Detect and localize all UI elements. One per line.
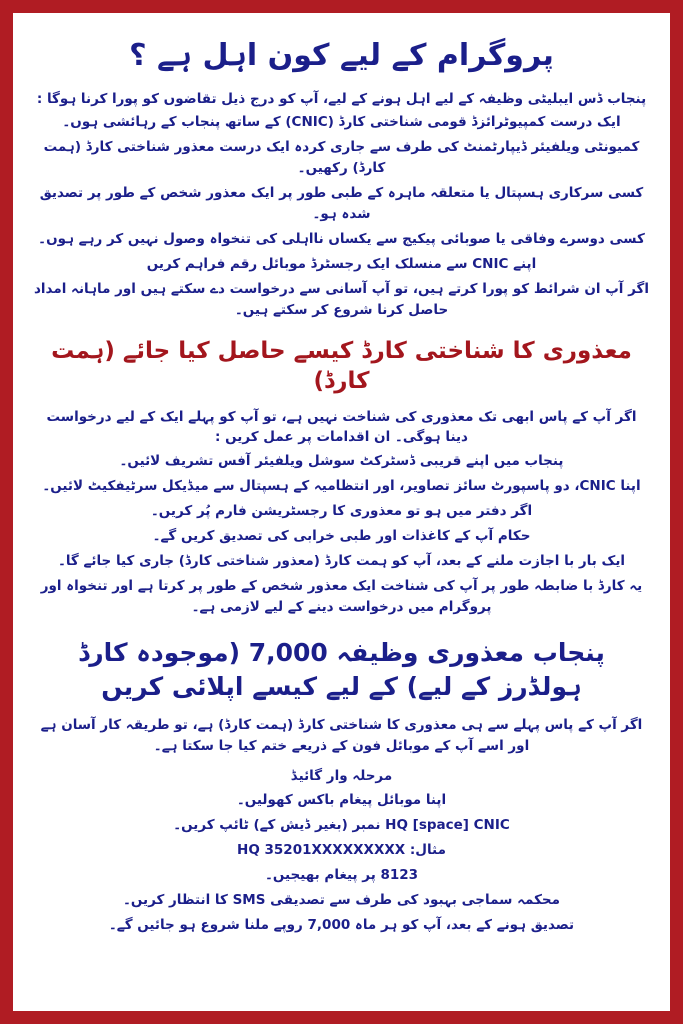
howto-item: پنجاب میں اپنے قریبی ڈسٹرکٹ سوشل ویلفیئر آفس تشریف لائیں۔ xyxy=(119,453,564,470)
apply-steps-label: مرحلہ وار گائیڈ xyxy=(290,768,393,785)
page-title: پروگرام کے لیے کون اہل ہے ؟ xyxy=(129,38,554,73)
apply-intro: اگر آپ کے پاس پہلے سے ہی معذوری کا شناختی کارڈ (ہمت کارڈ) ہے، تو طریقہ کار آسان ہے اور اسے آپ کے موبائل فون کے ذریعے ختم کیا جا سکتا ہے۔ xyxy=(40,717,643,755)
howto-list xyxy=(33,451,650,617)
eligibility-item: اگر آپ ان شرائط کو پورا کرتے ہیں، تو آپ آسانی سے درخواست دے سکتے ہیں اور ماہانہ امداد حاصل کرنا شروع کر سکتے ہیں۔ xyxy=(34,280,649,318)
apply-steps-list xyxy=(33,790,650,936)
apply-step: تصدیق ہونے کے بعد، آپ کو ہر ماہ 7,000 روپے ملنا شروع ہو جائیں گے۔ xyxy=(108,916,575,933)
howto-intro: اگر آپ کے پاس ابھی تک معذوری کی شناخت نہیں ہے، تو آپ کو پہلے ایک کے لیے درخواست دینا ہوگی۔ ان اقدامات پر عمل کریں : xyxy=(46,408,637,446)
apply-step: اپنا موبائل پیغام باکس کھولیں۔ xyxy=(236,792,447,809)
howto-item: اپنا CNIC، دو پاسپورٹ سائز تصاویر، اور انتظامیہ کے ہسپتال سے میڈیکل سرٹیفکیٹ لائیں۔ xyxy=(42,478,641,495)
apply-step: مثال: HQ 35201XXXXXXXXX xyxy=(237,841,446,858)
howto-heading: معذوری کا شناختی کارڈ کیسے حاصل کیا جائے (ہمت کارڈ) xyxy=(51,337,632,394)
howto-item: اگر دفتر میں ہو تو معذوری کا رجسٹریشن فارم پُر کریں۔ xyxy=(150,503,533,520)
apply-heading: پنجاب معذوری وظیفہ 7,000 (موجودہ کارڈ ہولڈرز کے لیے) کے لیے کیسے اپلائی کریں xyxy=(78,637,605,701)
eligibility-item: ایک درست کمپیوٹرائزڈ قومی شناختی کارڈ (CNIC) کے ساتھ پنجاب کے رہائشی ہوں۔ xyxy=(62,114,621,131)
howto-item: حکام آپ کے کاغذات اور طبی خرابی کی تصدیق کریں گے۔ xyxy=(152,528,531,545)
apply-step: 8123 پر پیغام بھیجیں۔ xyxy=(264,866,419,883)
apply-step: HQ [space] CNIC نمبر (بغیر ڈیش کے) ٹائپ کریں۔ xyxy=(173,816,510,833)
eligibility-item: کسی سرکاری ہسپتال یا متعلقہ ماہرہ کے طبی طور پر ایک معذور شخص کے طور پر تصدیق شدہ ہو۔ xyxy=(39,185,644,223)
howto-item: یہ کارڈ با ضابطہ طور پر آپ کی شناخت ایک معذور شخص کے طور پر کرتا ہے اور تنخواہ اور پروگرام میں درخواست دینے کے لیے لازمی ہے۔ xyxy=(40,577,643,615)
eligibility-intro: پنجاب ڈس ایبلیٹی وظیفہ کے لیے اہل ہونے کے لیے، آپ کو درج ذیل تقاضوں کو پورا کرنا ہوگا : xyxy=(36,90,647,107)
howto-item: ایک بار با اجازت ملنے کے بعد، آپ کو ہمت کارڈ (معذور شناختی کارڈ) جاری کیا جائے گا۔ xyxy=(57,553,626,570)
eligibility-item: اپنے CNIC سے منسلک ایک رجسٹرڈ موبائل رقم فراہم کریں xyxy=(146,255,537,272)
document-content xyxy=(15,15,668,1009)
eligibility-item: کمیونٹی ویلفیئر ڈیپارٹمنٹ کی طرف سے جاری کردہ ایک درست معذور شناختی کارڈ (ہمت کارڈ) رکھیں۔ xyxy=(43,139,640,177)
apply-section xyxy=(33,636,650,936)
eligibility-list xyxy=(33,112,650,320)
eligibility-item: کسی دوسرے وفاقی یا صوبائی پیکیج سے یکساں نااہلی کی تنخواہ وصول نہیں کر رہے ہوں۔ xyxy=(38,231,645,248)
apply-step: محکمہ سماجی بہبود کی طرف سے تصدیقی SMS کا انتظار کریں۔ xyxy=(122,891,561,908)
eligibility-section xyxy=(33,89,650,321)
howto-section xyxy=(33,337,650,618)
